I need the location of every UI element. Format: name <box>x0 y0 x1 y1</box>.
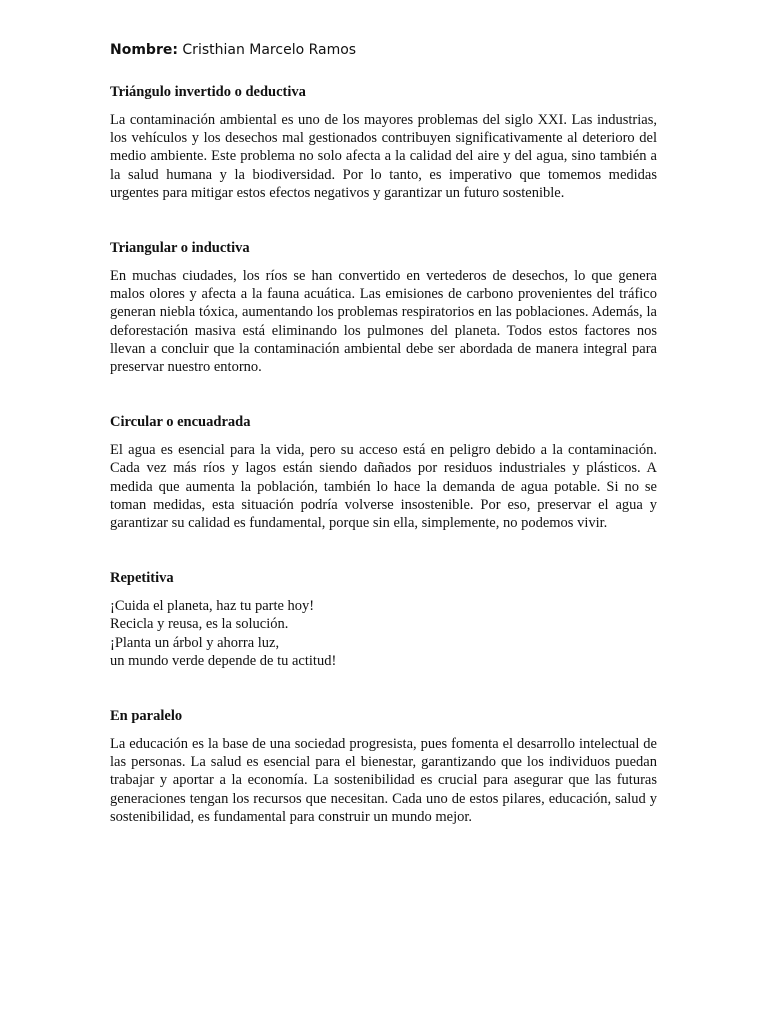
section-paragraph: La educación es la base de una sociedad progresista, pues fomenta el desarrollo intelectual de las personas. La salud es esencial para el bienestar, garantizando que los individuos puedan trabajar y aportar a la economía. La sostenibilidad es crucial para asegurar que las futuras generaciones tengan los recursos que necesitan. Cada uno de estos pilares, educación, salud y sostenibilidad, es fundamental para construir un mundo mejor. <box>110 736 657 825</box>
author-name: Cristhian Marcelo Ramos <box>182 42 357 58</box>
section-title: En paralelo <box>110 708 183 725</box>
verse-lines <box>110 597 657 670</box>
verse-line: ¡Cuida el planeta, haz tu parte hoy! <box>110 598 315 615</box>
verse-line: Recicla y reusa, es la solución. <box>110 616 289 633</box>
section-paralelo <box>110 707 657 826</box>
section-title: Repetitiva <box>110 570 174 587</box>
section-title: Circular o encuadrada <box>110 414 251 431</box>
section-title: Triangular o inductiva <box>110 240 250 257</box>
document-page <box>110 40 657 826</box>
verse-line: ¡Planta un árbol y ahorra luz, <box>110 634 280 651</box>
author-line <box>110 40 657 60</box>
section-paragraph: El agua es esencial para la vida, pero su acceso está en peligro debido a la contaminación. Cada vez más ríos y lagos están siendo dañados por residuos industriales y plásticos. A medida que aumenta la población, también lo hace la demanda de agua potable. Si no se toman medidas, esta situación podría volverse insostenible. Por eso, preservar el agua y garantizar su calidad es fundamental, porque sin ella, simplemente, no podemos vivir. <box>110 442 657 532</box>
section-paragraph: La contaminación ambiental es uno de los mayores problemas del siglo XXI. Las industrias, los vehículos y los desechos mal gestionados contribuyen significativamente al deterioro del medio ambiente. Este problema no solo afecta a la calidad del aire y del agua, sino también a la salud humana y la biodiversidad. Por lo tanto, es imperativo que tomemos medidas urgentes para mitigar estos efectos negativos y garantizar un futuro sostenible. <box>110 112 657 201</box>
section-inductiva <box>110 239 657 376</box>
section-deductiva <box>110 83 657 202</box>
verse-line: un mundo verde depende de tu actitud! <box>110 652 337 669</box>
section-circular <box>110 413 657 532</box>
section-paragraph: En muchas ciudades, los ríos se han convertido en vertederos de desechos, lo que genera malos olores y afecta a la fauna acuática. Las emisiones de carbono provenientes del tráfico generan niebla tóxica, aumentando los problemas respiratorios en las poblaciones. Además, la deforestación masiva está eliminando los pulmones del planeta. Todos estos factores nos llevan a concluir que la contaminación ambiental debe ser abordada de manera integral para preservar nuestro entorno. <box>110 268 657 376</box>
name-label: Nombre: <box>110 42 178 58</box>
section-repetitiva <box>110 569 657 670</box>
section-title: Triángulo invertido o deductiva <box>110 84 306 100</box>
